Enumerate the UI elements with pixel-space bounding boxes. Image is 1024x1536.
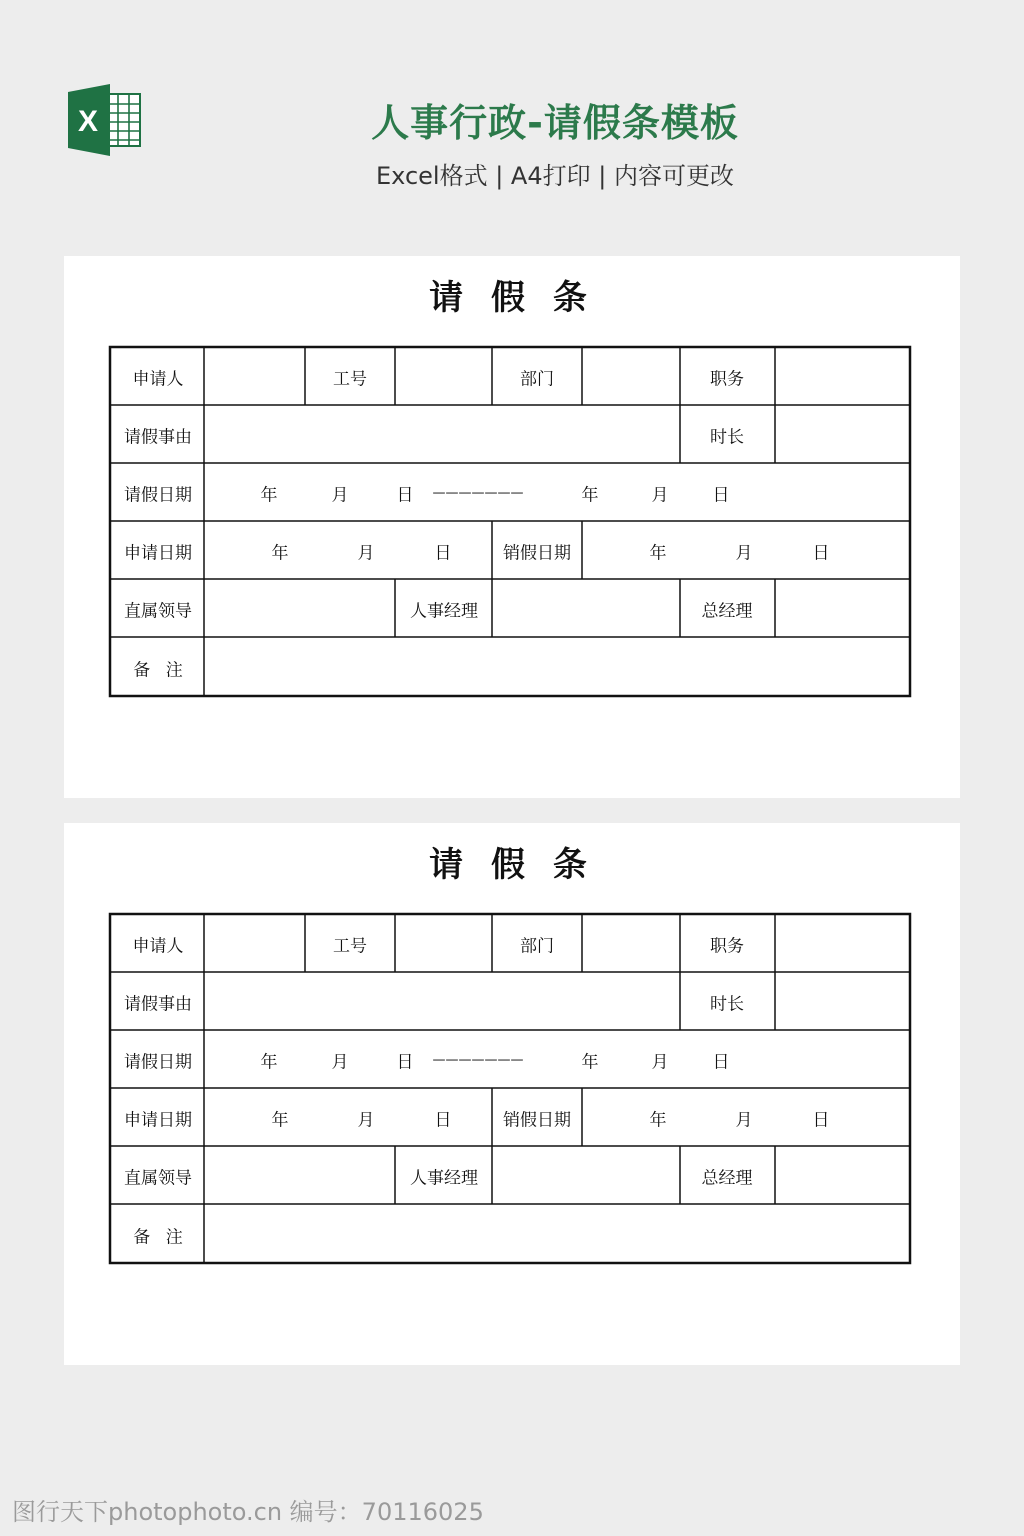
leave-form-card-1: [64, 256, 960, 798]
leave-date-end-day: 日: [712, 1052, 730, 1073]
label-hr-manager: 人事经理: [410, 1168, 478, 1189]
cancel-date-day: 日: [812, 543, 830, 564]
leave-date-month: 月: [331, 485, 349, 506]
leave-date-day: 日: [396, 1052, 414, 1073]
page-subtitle: Excel格式 | A4打印 | 内容可更改: [376, 162, 734, 190]
leave-date-end-year: 年: [581, 485, 599, 506]
cancel-date-month: 月: [735, 1110, 753, 1131]
label-apply-date: 申请日期: [124, 1110, 192, 1131]
form-title: 请 假 条: [429, 845, 595, 885]
label-reason: 请假事由: [124, 994, 192, 1015]
cancel-date-year: 年: [649, 543, 667, 564]
apply-date-month: 月: [357, 1110, 375, 1131]
leave-date-day: 日: [396, 485, 414, 506]
label-duration: 时长: [710, 427, 744, 448]
label-position: 职务: [710, 936, 744, 957]
label-employee-no: 工号: [333, 936, 367, 957]
cancel-date-year: 年: [649, 1110, 667, 1131]
label-employee-no: 工号: [333, 369, 367, 390]
excel-icon: [66, 84, 142, 156]
label-direct-leader: 直属领导: [124, 1168, 192, 1189]
leave-date-month: 月: [331, 1052, 349, 1073]
form-title: 请 假 条: [429, 278, 595, 318]
page-header: [0, 0, 1024, 230]
label-reason: 请假事由: [124, 427, 192, 448]
watermark: 图行天下photophoto.cn 编号：70116025: [12, 1498, 484, 1526]
label-position: 职务: [710, 369, 744, 390]
leave-date-end-month: 月: [651, 485, 669, 506]
apply-date-year: 年: [271, 1110, 289, 1131]
apply-date-day: 日: [434, 1110, 452, 1131]
page-title: 人事行政-请假条模板: [371, 101, 739, 145]
label-cancel-date: 销假日期: [503, 543, 571, 564]
label-leave-date: 请假日期: [124, 485, 192, 506]
form-table-grid: [64, 256, 960, 798]
label-applicant: 申请人: [132, 936, 184, 957]
leave-form-card-2: [64, 823, 960, 1365]
leave-date-year: 年: [260, 485, 278, 506]
label-remarks: 备 注: [133, 1227, 183, 1248]
label-general-manager: 总经理: [701, 1168, 753, 1189]
leave-date-year: 年: [260, 1052, 278, 1073]
form-table-grid: [64, 823, 960, 1365]
label-leave-date: 请假日期: [124, 1052, 192, 1073]
leave-date-range-dash: ———————: [432, 1052, 524, 1068]
cancel-date-month: 月: [735, 543, 753, 564]
cancel-date-day: 日: [812, 1110, 830, 1131]
label-hr-manager: 人事经理: [410, 601, 478, 622]
svg-text:X: X: [77, 105, 99, 138]
apply-date-month: 月: [357, 543, 375, 564]
leave-date-end-day: 日: [712, 485, 730, 506]
leave-date-end-year: 年: [581, 1052, 599, 1073]
label-apply-date: 申请日期: [124, 543, 192, 564]
leave-date-end-month: 月: [651, 1052, 669, 1073]
apply-date-day: 日: [434, 543, 452, 564]
label-duration: 时长: [710, 994, 744, 1015]
label-general-manager: 总经理: [701, 601, 753, 622]
leave-date-range-dash: ———————: [432, 485, 524, 501]
label-cancel-date: 销假日期: [503, 1110, 571, 1131]
label-department: 部门: [520, 369, 554, 390]
label-direct-leader: 直属领导: [124, 601, 192, 622]
label-department: 部门: [520, 936, 554, 957]
label-remarks: 备 注: [133, 660, 183, 681]
label-applicant: 申请人: [132, 369, 184, 390]
apply-date-year: 年: [271, 543, 289, 564]
